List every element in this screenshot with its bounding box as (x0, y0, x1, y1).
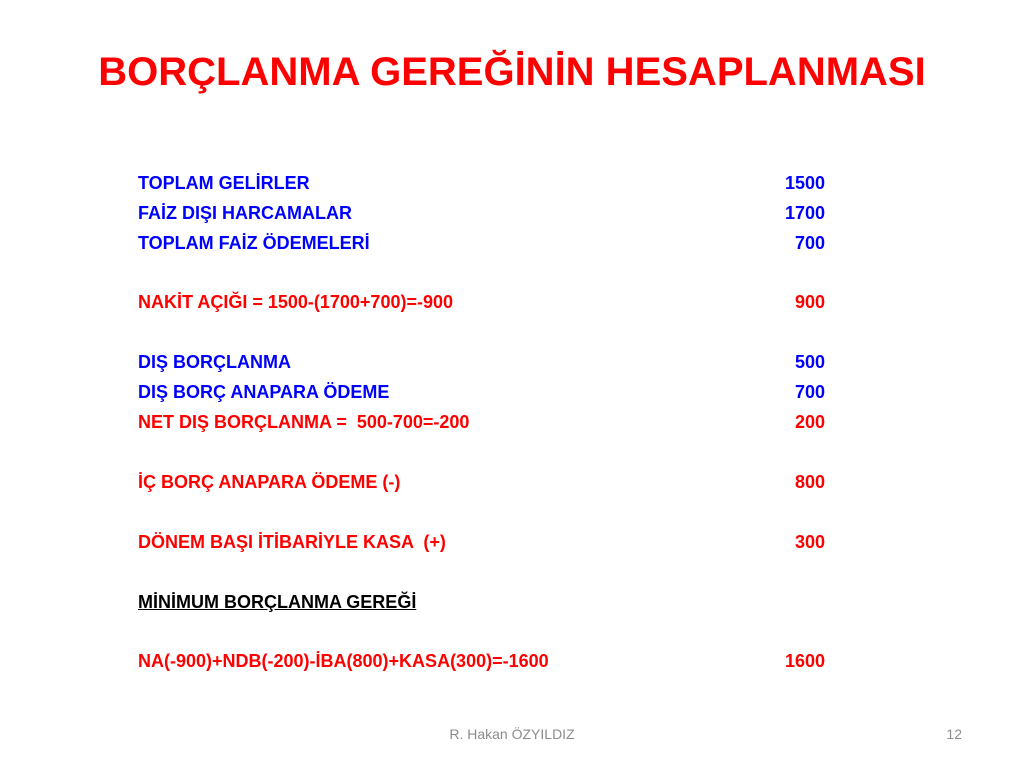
row-label-formula-result: NA(-900)+NDB(-200)-İBA(800)+KASA(300)=-1600 (138, 651, 549, 671)
row-value-ic-borc-anapara-odeme: 800 (794, 472, 825, 492)
row-value-dis-borclanma: 500 (794, 352, 825, 372)
row-value-dis-borc-anapara-odeme: 700 (794, 382, 825, 402)
row-label-toplam-gelirler: TOPLAM GELİRLER (138, 173, 310, 193)
row-label-ic-borc-anapara-odeme: İÇ BORÇ ANAPARA ÖDEME (-) (138, 472, 401, 492)
row-label-toplam-faiz-odemeleri: TOPLAM FAİZ ÖDEMELERİ (138, 233, 370, 253)
row-value-toplam-gelirler: 1500 (784, 173, 825, 193)
row-value-nakit-acigi: 900 (794, 292, 825, 312)
row-label-dis-borc-anapara-odeme: DIŞ BORÇ ANAPARA ÖDEME (138, 382, 390, 402)
row-label-nakit-acigi: NAKİT AÇIĞI = 1500-(1700+700)=-900 (138, 292, 453, 312)
row-label-minimum-borclanma-geregi: MİNİMUM BORÇLANMA GEREĞİ (138, 592, 417, 612)
page-number: 12 (946, 726, 962, 742)
row-value-net-dis-borclanma: 200 (794, 412, 825, 432)
row-label-donem-basi-kasa: DÖNEM BAŞI İTİBARİYLE KASA (+) (138, 532, 446, 552)
row-label-net-dis-borclanma: NET DIŞ BORÇLANMA = 500-700=-200 (138, 412, 470, 432)
row-value-formula-result: 1600 (784, 651, 825, 671)
row-value-toplam-faiz-odemeleri: 700 (794, 233, 825, 253)
row-label-faiz-disi-harcamalar: FAİZ DIŞI HARCAMALAR (138, 203, 352, 223)
row-label-dis-borclanma: DIŞ BORÇLANMA (138, 352, 291, 372)
row-value-faiz-disi-harcamalar: 1700 (784, 203, 825, 223)
slide-title: BORÇLANMA GEREĞİNİN HESAPLANMASI (98, 50, 926, 94)
row-value-donem-basi-kasa: 300 (794, 532, 825, 552)
footer-author: R. Hakan ÖZYILDIZ (449, 726, 575, 742)
